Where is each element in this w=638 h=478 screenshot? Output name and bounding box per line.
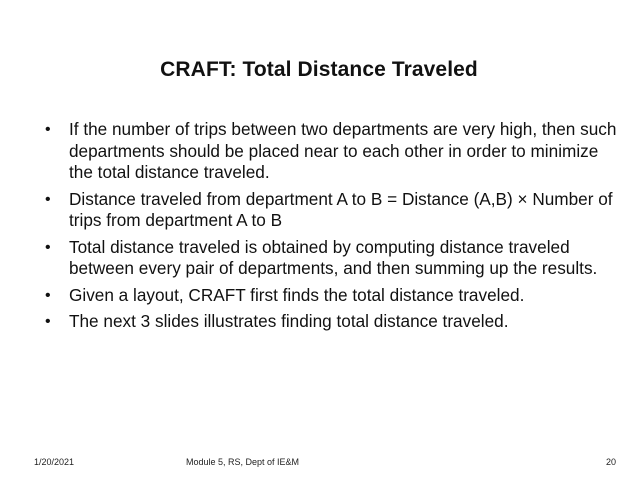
slide-title: CRAFT: Total Distance Traveled xyxy=(160,58,478,81)
bullet-icon: • xyxy=(45,121,51,138)
bullet-item xyxy=(41,311,621,333)
bullet-list xyxy=(41,119,621,338)
footer-page-number: 20 xyxy=(606,457,617,467)
bullet-item xyxy=(41,119,621,184)
bullet-text: If the number of trips between two departments are very high, then such departments should be placed near to each other in order to minimize the total distance traveled. xyxy=(69,119,617,182)
bullet-item xyxy=(41,189,621,232)
bullet-text: Distance traveled from department A to B = Distance (A,B) × Number of trips from department A to B xyxy=(69,188,613,230)
footer-module-label: Module 5, RS, Dept of IE&M xyxy=(186,457,300,467)
bullet-text: Given a layout, CRAFT first finds the total distance traveled. xyxy=(69,284,525,305)
bullet-icon: • xyxy=(45,190,51,208)
bullet-icon: • xyxy=(45,238,51,256)
bullet-icon: • xyxy=(45,286,51,304)
bullet-text: Total distance traveled is obtained by computing distance traveled between every pair of departments, and then summing up the results. xyxy=(69,236,598,278)
bullet-icon: • xyxy=(45,313,51,330)
bullet-text: The next 3 slides illustrates finding total distance traveled. xyxy=(69,311,509,331)
bullet-item xyxy=(41,237,621,280)
footer-date: 1/20/2021 xyxy=(34,457,75,467)
bullet-item xyxy=(41,285,621,307)
